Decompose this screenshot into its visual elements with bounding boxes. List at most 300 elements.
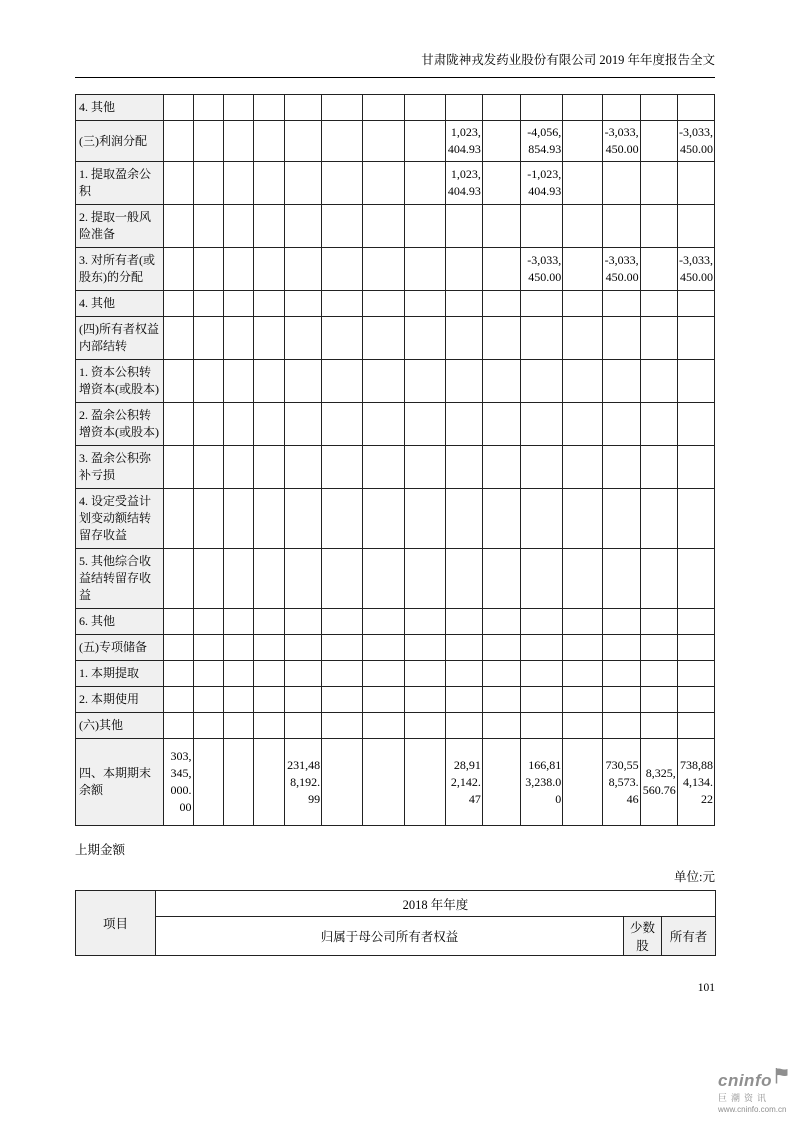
- empty-cell: [482, 248, 520, 291]
- empty-cell: [253, 661, 284, 687]
- table-row: [76, 609, 715, 635]
- empty-cell: [284, 661, 321, 687]
- empty-cell: [640, 489, 677, 549]
- row-label: 1. 资本公积转增资本(或股本): [76, 360, 164, 403]
- empty-cell: [482, 549, 520, 609]
- empty-cell: [253, 446, 284, 489]
- empty-cell: [603, 489, 640, 549]
- empty-cell: [363, 403, 404, 446]
- empty-cell: [563, 713, 603, 739]
- empty-cell: [640, 446, 677, 489]
- empty-cell: [445, 403, 482, 446]
- empty-cell: [164, 248, 193, 291]
- empty-cell: [445, 248, 482, 291]
- row-label: 4. 其他: [76, 95, 164, 121]
- table-row: [76, 205, 715, 248]
- empty-cell: [521, 489, 563, 549]
- empty-cell: [223, 291, 253, 317]
- empty-cell: [677, 317, 714, 360]
- empty-cell: [677, 635, 714, 661]
- cninfo-wordmark: cninfo: [718, 1071, 772, 1090]
- item-header-cell: 项目: [76, 891, 156, 956]
- empty-cell: [563, 121, 603, 162]
- empty-cell: [404, 661, 445, 687]
- empty-cell: [322, 713, 363, 739]
- value-cell: 1,023,404.93: [445, 162, 482, 205]
- empty-cell: [164, 687, 193, 713]
- empty-cell: [603, 205, 640, 248]
- empty-cell: [640, 121, 677, 162]
- value-cell: 166,813,238.00: [521, 739, 563, 826]
- empty-cell: [677, 446, 714, 489]
- empty-cell: [253, 549, 284, 609]
- empty-cell: [603, 687, 640, 713]
- empty-cell: [677, 549, 714, 609]
- empty-cell: [363, 635, 404, 661]
- row-label: 1. 本期提取: [76, 661, 164, 687]
- empty-cell: [284, 248, 321, 291]
- empty-cell: [253, 291, 284, 317]
- empty-cell: [482, 687, 520, 713]
- empty-cell: [563, 95, 603, 121]
- empty-cell: [363, 162, 404, 205]
- header-divider: [75, 77, 715, 78]
- empty-cell: [193, 549, 223, 609]
- empty-cell: [603, 95, 640, 121]
- empty-cell: [253, 95, 284, 121]
- empty-cell: [322, 446, 363, 489]
- empty-cell: [521, 661, 563, 687]
- empty-cell: [223, 661, 253, 687]
- empty-cell: [521, 317, 563, 360]
- empty-cell: [482, 205, 520, 248]
- empty-cell: [404, 713, 445, 739]
- empty-cell: [404, 489, 445, 549]
- empty-cell: [677, 162, 714, 205]
- empty-cell: [363, 609, 404, 635]
- empty-cell: [603, 661, 640, 687]
- empty-cell: [677, 489, 714, 549]
- empty-cell: [322, 489, 363, 549]
- empty-cell: [193, 739, 223, 826]
- empty-cell: [603, 635, 640, 661]
- empty-cell: [322, 635, 363, 661]
- empty-cell: [253, 248, 284, 291]
- empty-cell: [164, 162, 193, 205]
- value-cell: 730,558,573.46: [603, 739, 640, 826]
- table-row: [76, 713, 715, 739]
- empty-cell: [603, 609, 640, 635]
- period-header-cell: 2018 年年度: [156, 891, 716, 917]
- empty-cell: [322, 403, 363, 446]
- empty-cell: [445, 205, 482, 248]
- empty-cell: [253, 609, 284, 635]
- row-label: 6. 其他: [76, 609, 164, 635]
- empty-cell: [404, 687, 445, 713]
- empty-cell: [563, 403, 603, 446]
- empty-cell: [521, 360, 563, 403]
- empty-cell: [603, 713, 640, 739]
- row-label: 1. 提取盈余公积: [76, 162, 164, 205]
- row-label: 2. 本期使用: [76, 687, 164, 713]
- empty-cell: [640, 162, 677, 205]
- empty-cell: [363, 661, 404, 687]
- owners-header-cell: 所有者: [662, 917, 716, 956]
- value-cell: -3,033,450.00: [603, 121, 640, 162]
- empty-cell: [322, 95, 363, 121]
- cninfo-url: www.cninfo.com.cn: [718, 1105, 787, 1114]
- empty-cell: [223, 317, 253, 360]
- empty-cell: [193, 317, 223, 360]
- empty-cell: [482, 162, 520, 205]
- empty-cell: [445, 291, 482, 317]
- value-cell: 8,325,560.76: [640, 739, 677, 826]
- empty-cell: [284, 317, 321, 360]
- empty-cell: [284, 687, 321, 713]
- empty-cell: [363, 205, 404, 248]
- empty-cell: [363, 713, 404, 739]
- empty-cell: [603, 162, 640, 205]
- empty-cell: [322, 360, 363, 403]
- empty-cell: [284, 95, 321, 121]
- table-row: [76, 549, 715, 609]
- empty-cell: [253, 360, 284, 403]
- empty-cell: [363, 248, 404, 291]
- empty-cell: [223, 713, 253, 739]
- empty-cell: [284, 291, 321, 317]
- empty-cell: [640, 635, 677, 661]
- empty-cell: [322, 205, 363, 248]
- empty-cell: [253, 687, 284, 713]
- empty-cell: [563, 635, 603, 661]
- empty-cell: [193, 635, 223, 661]
- empty-cell: [322, 739, 363, 826]
- empty-cell: [284, 446, 321, 489]
- empty-cell: [404, 446, 445, 489]
- empty-cell: [164, 635, 193, 661]
- empty-cell: [284, 549, 321, 609]
- row-label: 5. 其他综合收益结转留存收益: [76, 549, 164, 609]
- empty-cell: [640, 549, 677, 609]
- table-row: [76, 317, 715, 360]
- empty-cell: [164, 121, 193, 162]
- empty-cell: [445, 635, 482, 661]
- row-label: 4. 其他: [76, 291, 164, 317]
- empty-cell: [164, 713, 193, 739]
- empty-cell: [640, 713, 677, 739]
- empty-cell: [193, 205, 223, 248]
- empty-cell: [677, 661, 714, 687]
- empty-cell: [253, 713, 284, 739]
- empty-cell: [193, 248, 223, 291]
- empty-cell: [164, 403, 193, 446]
- empty-cell: [223, 95, 253, 121]
- empty-cell: [640, 609, 677, 635]
- empty-cell: [445, 95, 482, 121]
- table-row: [76, 661, 715, 687]
- empty-cell: [193, 661, 223, 687]
- empty-cell: [677, 205, 714, 248]
- unit-label: 单位:元: [674, 870, 715, 884]
- empty-cell: [193, 95, 223, 121]
- empty-cell: [223, 489, 253, 549]
- empty-cell: [284, 205, 321, 248]
- empty-cell: [253, 739, 284, 826]
- empty-cell: [603, 446, 640, 489]
- table-row: [76, 739, 715, 826]
- empty-cell: [363, 121, 404, 162]
- empty-cell: [253, 205, 284, 248]
- empty-cell: [164, 95, 193, 121]
- empty-cell: [521, 609, 563, 635]
- empty-cell: [223, 635, 253, 661]
- row-label: (三)利润分配: [76, 121, 164, 162]
- equity-table-body: [76, 95, 715, 826]
- empty-cell: [322, 687, 363, 713]
- empty-cell: [445, 360, 482, 403]
- empty-cell: [193, 609, 223, 635]
- empty-cell: [521, 713, 563, 739]
- empty-cell: [223, 360, 253, 403]
- empty-cell: [640, 661, 677, 687]
- empty-cell: [363, 687, 404, 713]
- empty-cell: [322, 162, 363, 205]
- empty-cell: [223, 739, 253, 826]
- empty-cell: [322, 248, 363, 291]
- empty-cell: [482, 489, 520, 549]
- prior-period-label: 上期金额: [75, 843, 126, 857]
- empty-cell: [253, 403, 284, 446]
- empty-cell: [603, 403, 640, 446]
- value-cell: -3,033,450.00: [677, 121, 714, 162]
- row-label: (六)其他: [76, 713, 164, 739]
- value-cell: 738,884,134.22: [677, 739, 714, 826]
- empty-cell: [640, 95, 677, 121]
- table-row: [76, 248, 715, 291]
- empty-cell: [404, 317, 445, 360]
- empty-cell: [193, 291, 223, 317]
- empty-cell: [482, 95, 520, 121]
- empty-cell: [223, 687, 253, 713]
- empty-cell: [482, 403, 520, 446]
- empty-cell: [223, 549, 253, 609]
- empty-cell: [603, 360, 640, 403]
- row-label: 2. 提取一般风险准备: [76, 205, 164, 248]
- report-header: [75, 52, 715, 68]
- empty-cell: [164, 317, 193, 360]
- value-cell: 1,023,404.93: [445, 121, 482, 162]
- empty-cell: [563, 687, 603, 713]
- empty-cell: [677, 95, 714, 121]
- empty-cell: [193, 446, 223, 489]
- empty-cell: [677, 713, 714, 739]
- row-label: 3. 盈余公积弥补亏损: [76, 446, 164, 489]
- empty-cell: [521, 635, 563, 661]
- empty-cell: [445, 317, 482, 360]
- cninfo-logo-row: [718, 1067, 789, 1089]
- value-cell: -1,023,404.93: [521, 162, 563, 205]
- empty-cell: [193, 403, 223, 446]
- empty-cell: [563, 317, 603, 360]
- empty-cell: [193, 162, 223, 205]
- empty-cell: [284, 162, 321, 205]
- empty-cell: [563, 446, 603, 489]
- empty-cell: [482, 661, 520, 687]
- empty-cell: [563, 360, 603, 403]
- empty-cell: [563, 489, 603, 549]
- value-cell: -3,033,450.00: [521, 248, 563, 291]
- cninfo-logo: [718, 1067, 789, 1114]
- empty-cell: [563, 739, 603, 826]
- empty-cell: [603, 317, 640, 360]
- empty-cell: [521, 291, 563, 317]
- empty-cell: [164, 489, 193, 549]
- table-row: [76, 162, 715, 205]
- cninfo-chinese-name: 巨潮资讯: [718, 1093, 771, 1103]
- empty-cell: [253, 317, 284, 360]
- empty-cell: [322, 549, 363, 609]
- empty-cell: [640, 687, 677, 713]
- value-cell: -3,033,450.00: [677, 248, 714, 291]
- empty-cell: [193, 489, 223, 549]
- empty-cell: [640, 205, 677, 248]
- empty-cell: [445, 687, 482, 713]
- empty-cell: [445, 609, 482, 635]
- empty-cell: [284, 609, 321, 635]
- table-row: [76, 687, 715, 713]
- empty-cell: [563, 661, 603, 687]
- empty-cell: [521, 403, 563, 446]
- empty-cell: [322, 291, 363, 317]
- table-row: [76, 635, 715, 661]
- empty-cell: [482, 713, 520, 739]
- empty-cell: [164, 205, 193, 248]
- empty-cell: [482, 121, 520, 162]
- empty-cell: [164, 609, 193, 635]
- value-cell: -4,056,854.93: [521, 121, 563, 162]
- empty-cell: [404, 162, 445, 205]
- empty-cell: [193, 713, 223, 739]
- empty-cell: [563, 205, 603, 248]
- empty-cell: [404, 205, 445, 248]
- empty-cell: [404, 609, 445, 635]
- empty-cell: [322, 317, 363, 360]
- table-row: [76, 489, 715, 549]
- empty-cell: [482, 291, 520, 317]
- empty-cell: [164, 549, 193, 609]
- empty-cell: [284, 635, 321, 661]
- empty-cell: [363, 95, 404, 121]
- prior-period-table: [75, 890, 716, 956]
- empty-cell: [253, 489, 284, 549]
- empty-cell: [482, 360, 520, 403]
- empty-cell: [677, 403, 714, 446]
- empty-cell: [563, 291, 603, 317]
- value-cell: 28,912,142.47: [445, 739, 482, 826]
- row-label: (四)所有者权益内部结转: [76, 317, 164, 360]
- table-row: [76, 403, 715, 446]
- empty-cell: [404, 95, 445, 121]
- table-row: [76, 360, 715, 403]
- equity-change-table: [75, 94, 715, 826]
- empty-cell: [445, 713, 482, 739]
- empty-cell: [521, 95, 563, 121]
- empty-cell: [164, 360, 193, 403]
- empty-cell: [563, 248, 603, 291]
- empty-cell: [677, 291, 714, 317]
- empty-cell: [563, 609, 603, 635]
- empty-cell: [363, 317, 404, 360]
- value-cell: 303,345,000.00: [164, 739, 193, 826]
- empty-cell: [603, 291, 640, 317]
- table-row: [76, 95, 715, 121]
- empty-cell: [223, 162, 253, 205]
- empty-cell: [284, 713, 321, 739]
- empty-cell: [404, 291, 445, 317]
- empty-cell: [640, 360, 677, 403]
- row-label: 2. 盈余公积转增资本(或股本): [76, 403, 164, 446]
- empty-cell: [253, 121, 284, 162]
- empty-cell: [445, 549, 482, 609]
- empty-cell: [223, 248, 253, 291]
- empty-cell: [404, 360, 445, 403]
- empty-cell: [404, 635, 445, 661]
- empty-cell: [363, 446, 404, 489]
- row-label: 四、本期期末余额: [76, 739, 164, 826]
- empty-cell: [677, 360, 714, 403]
- empty-cell: [404, 549, 445, 609]
- empty-cell: [445, 661, 482, 687]
- table-row: [76, 446, 715, 489]
- empty-cell: [284, 403, 321, 446]
- empty-cell: [404, 403, 445, 446]
- empty-cell: [445, 446, 482, 489]
- row-label: (五)专项储备: [76, 635, 164, 661]
- table-row: [76, 121, 715, 162]
- cninfo-flag-icon: [774, 1067, 789, 1089]
- empty-cell: [482, 635, 520, 661]
- empty-cell: [563, 162, 603, 205]
- empty-cell: [404, 248, 445, 291]
- table-row: [76, 291, 715, 317]
- empty-cell: [223, 446, 253, 489]
- empty-cell: [223, 205, 253, 248]
- empty-cell: [521, 687, 563, 713]
- value-cell: -3,033,450.00: [603, 248, 640, 291]
- empty-cell: [482, 317, 520, 360]
- empty-cell: [363, 549, 404, 609]
- empty-cell: [482, 446, 520, 489]
- empty-cell: [193, 687, 223, 713]
- empty-cell: [223, 403, 253, 446]
- empty-cell: [640, 248, 677, 291]
- empty-cell: [640, 291, 677, 317]
- empty-cell: [404, 121, 445, 162]
- empty-cell: [445, 489, 482, 549]
- empty-cell: [223, 121, 253, 162]
- page-number: 101: [697, 982, 715, 994]
- empty-cell: [677, 687, 714, 713]
- empty-cell: [164, 291, 193, 317]
- empty-cell: [284, 121, 321, 162]
- row-label: 4. 设定受益计划变动额结转留存收益: [76, 489, 164, 549]
- empty-cell: [253, 162, 284, 205]
- empty-cell: [404, 739, 445, 826]
- empty-cell: [482, 739, 520, 826]
- empty-cell: [563, 549, 603, 609]
- empty-cell: [322, 609, 363, 635]
- empty-cell: [363, 489, 404, 549]
